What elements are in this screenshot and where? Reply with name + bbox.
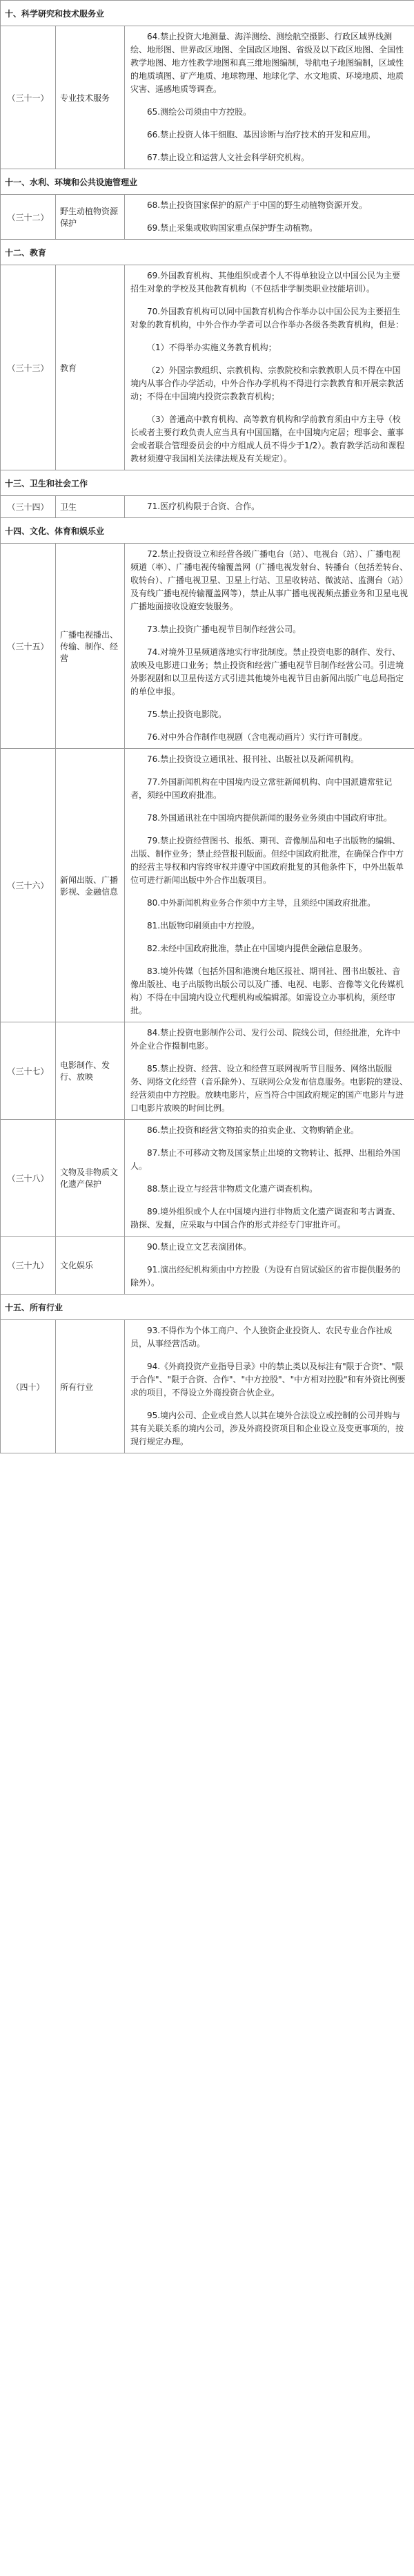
measures-cell	[125, 1120, 414, 1237]
measure-item: 93.不得作为个体工商户、个人独资企业投资人、农民专业合作社成员，从事经营活动。	[130, 1326, 393, 1348]
measure-item: 70.外国教育机构可以同中国教育机构合作举办以中国公民为主要招生对象的教育机构，中外合作办学者可以合作举办各级各类教育机构，但是：	[130, 307, 404, 330]
measure-item: 83.境外传媒（包括外国和港澳台地区报社、期刊社、图书出版社、音像出版社、电子出版物出版公司以及广播、电视、电影、音像等文化传媒机构）不得在中国境内设立代理机构或编辑部。如需设立办事机构，须经审批。	[130, 966, 404, 1015]
category-number: （三十七）	[1, 1022, 56, 1120]
category-number: （三十五）	[1, 544, 56, 749]
measure-item: 77.外国新闻机构在中国境内设立常驻新闻机构、向中国派遣常驻记者，须经中国政府批准。	[130, 777, 393, 800]
measures-cell	[125, 544, 414, 749]
measures-cell	[125, 496, 414, 518]
measure-item: 91.演出经纪机构须由中方控股（为设有自贸试验区的省市提供服务的除外）。	[130, 1265, 401, 1288]
category-number: （三十六）	[1, 749, 56, 1022]
measure-item: 79.禁止投资经营图书、报纸、期刊、音像制品和电子出版物的编辑、出版、制作业务；禁止经营报刊版面。但经中国政府批准，在确保合作中方的经营主导权和内容终审权并遵守中国政府批复的其他条件下，中外出版单位可进行新闻出版中外合作出版项目。	[130, 836, 404, 885]
category-row	[1, 1320, 414, 1453]
measure-item: 80.中外新闻机构业务合作须中方主导，且须经中国政府批准。	[147, 898, 376, 908]
measure-item: 89.境外组织或个人在中国境内进行非物质文化遗产调查和考古调查、勘探、发掘，应采取与中国合作的形式并经专门审批许可。	[130, 1207, 401, 1230]
category-row	[1, 496, 414, 518]
measure-item: （2）外国宗教组织、宗教机构、宗教院校和宗教教职人员不得在中国境内从事合作办学活动，中外合作办学机构不得进行宗教教育和开展宗教活动；不得在中国境内投资宗教教育机构；	[130, 365, 404, 401]
section-title: 十四、文化、体育和娱乐业	[1, 518, 414, 544]
category-row	[1, 544, 414, 749]
category-title: 专业技术服务	[56, 26, 125, 169]
category-number: （三十九）	[1, 1237, 56, 1295]
category-title: 电影制作、发行、放映	[56, 1022, 125, 1120]
category-title: 野生动植物资源保护	[56, 195, 125, 240]
section-title: 十五、所有行业	[1, 1295, 414, 1320]
measures-cell	[125, 1237, 414, 1295]
category-row	[1, 26, 414, 169]
measures-cell	[125, 26, 414, 169]
section-header-row	[1, 169, 414, 195]
measure-item: 76.对中外合作制作电视剧（含电视动画片）实行许可制度。	[147, 732, 368, 742]
category-title: 新闻出版、广播影视、金融信息	[56, 749, 125, 1022]
category-title: 广播电视播出、传输、制作、经营	[56, 544, 125, 749]
section-header-row	[1, 1, 414, 26]
section-title: 十一、水利、环境和公共设施管理业	[1, 169, 414, 195]
section-title: 十、科学研究和技术服务业	[1, 1, 414, 26]
section-title: 十三、卫生和社会工作	[1, 470, 414, 496]
category-number: （三十三）	[1, 265, 56, 470]
section-title: 十二、教育	[1, 240, 414, 265]
category-row	[1, 1237, 414, 1295]
measure-item: 71.医疗机构限于合资、合作。	[147, 502, 260, 511]
measure-item: 94.《外商投资产业指导目录》中的禁止类以及标注有"限于合资"、"限于合作"、"限于合资、合作"、"中方控股"、"中方相对控股"和有外资比例要求的项目，不得设立外商投资合伙企业。	[130, 1362, 406, 1397]
measure-item: 78.外国通讯社在中国境内提供新闻的服务业务须由中国政府审批。	[147, 813, 393, 823]
measure-item: 81.出版物印刷须由中方控股。	[147, 921, 260, 931]
measure-item: 82.未经中国政府批准，禁止在中国境内提供金融信息服务。	[147, 944, 368, 953]
measures-cell	[125, 265, 414, 470]
measure-item: 69.外国教育机构、其他组织或者个人不得单独设立以中国公民为主要招生对象的学校及其他教育机构（不包括非学制类职业技能培训）。	[130, 271, 401, 294]
measure-item: 95.境内公司、企业或自然人以其在境外合法设立或控制的公司并购与其有关联关系的境内公司，涉及外商投资项目和企业设立及变更事项的，按现行规定办理。	[130, 1411, 404, 1447]
category-number: （三十四）	[1, 496, 56, 518]
measure-item: 90.禁止设立文艺表演团体。	[147, 1242, 252, 1252]
measure-item: 87.禁止不可移动文物及国家禁止出境的文物转让、抵押、出租给外国人。	[130, 1148, 401, 1171]
measure-item: 85.禁止投资、经营、设立和经营互联网视听节目服务、网络出版服务、网络文化经营（音乐除外）、互联网公众发布信息服务。电影院的建设、经营须由中方控股。放映电影片，应当符合中国政府规定的国产电影片与进口电影片放映的时间比例。	[130, 1064, 408, 1113]
measure-item: （1）不得举办实施义务教育机构；	[147, 343, 277, 352]
measure-item: 76.禁止投资设立通讯社、报刊社、出版社以及新闻机构。	[147, 754, 359, 764]
measure-item: （3）普通高中教育机构、高等教育机构和学前教育须由中方主导（校长或者主要行政负责人应当具有中国国籍，在中国境内定居；理事会、董事会或者联合管理委员会的中方组成人员不得少于1/2）。教育教学活动和课程教材须遵守我国相关法律法规及有关规定）。	[130, 414, 405, 464]
measure-item: 75.禁止投资电影院。	[147, 709, 227, 719]
category-number: （三十一）	[1, 26, 56, 169]
section-header-row	[1, 240, 414, 265]
measure-item: 68.禁止投资国家保护的原产于中国的野生动植物资源开发。	[147, 200, 368, 210]
category-number: （三十八）	[1, 1120, 56, 1237]
category-title: 文物及非物质文化遗产保护	[56, 1120, 125, 1237]
measure-item: 72.禁止投资设立和经营各级广播电台（站）、电视台（站）、广播电视频道（率）、广播电视传输覆盖网（广播电视发射台、转播台（包括差转台、收转台）、广播电视卫星、卫星上行站、卫星收转站、微波站、监测台（站）及有线广播电视传输覆盖网等），禁止从事广播电视视频点播业务和卫星电视广播地面接收设施安装服务。	[130, 549, 408, 611]
category-row	[1, 265, 414, 470]
measure-item: 73.禁止投资广播电视节目制作经营公司。	[147, 624, 302, 634]
section-header-row	[1, 470, 414, 496]
section-header-row	[1, 1295, 414, 1320]
measure-item: 86.禁止投资和经营文物拍卖的拍卖企业、文物购销企业。	[147, 1125, 359, 1135]
measure-item: 66.禁止投资人体干细胞、基因诊断与治疗技术的开发和应用。	[147, 130, 376, 140]
measures-cell	[125, 195, 414, 240]
measure-item: 74.对境外卫星频道落地实行审批制度。禁止投资电影的制作、发行、放映及电影进口业务；禁止投资和经营广播电视节目制作经营公司。引进境外影视剧和以卫星传送方式引进其他境外电视节目由新闻出版广电总局指定的单位申报。	[130, 647, 404, 696]
measures-cell	[125, 1022, 414, 1120]
measures-cell	[125, 1320, 414, 1453]
measure-item: 69.禁止采集或收购国家重点保护野生动植物。	[147, 223, 318, 233]
section-header-row	[1, 518, 414, 544]
category-number: （三十二）	[1, 195, 56, 240]
measure-item: 84.禁止投资电影制作公司、发行公司、院线公司，但经批准，允许中外企业合作摄制电影。	[130, 1028, 401, 1051]
measure-item: 67.禁止设立和运营人文社会科学研究机构。	[147, 153, 310, 162]
category-title: 文化娱乐	[56, 1237, 125, 1295]
category-row	[1, 1022, 414, 1120]
category-title: 教育	[56, 265, 125, 470]
category-row	[1, 1120, 414, 1237]
category-row	[1, 195, 414, 240]
measure-item: 65.测绘公司须由中方控股。	[147, 107, 252, 117]
measure-item: 64.禁止投资大地测量、海洋测绘、测绘航空摄影、行政区域界线测绘、地形图、世界政区地图、全国政区地图、省级及以下政区地图、全国性教学地图、地方性教学地图和真三维地图编制，导航电子地图编制，区域性的地质填图、矿产地质、地球物理、地球化学、水文地质、环境地质、地质灾害、遥感地质等调查。	[130, 32, 404, 94]
category-number: （四十）	[1, 1320, 56, 1453]
category-title: 卫生	[56, 496, 125, 518]
category-title: 所有行业	[56, 1320, 125, 1453]
measure-item: 88.禁止设立与经营非物质文化遗产调查机构。	[147, 1184, 318, 1194]
category-row	[1, 749, 414, 1022]
measures-cell	[125, 749, 414, 1022]
